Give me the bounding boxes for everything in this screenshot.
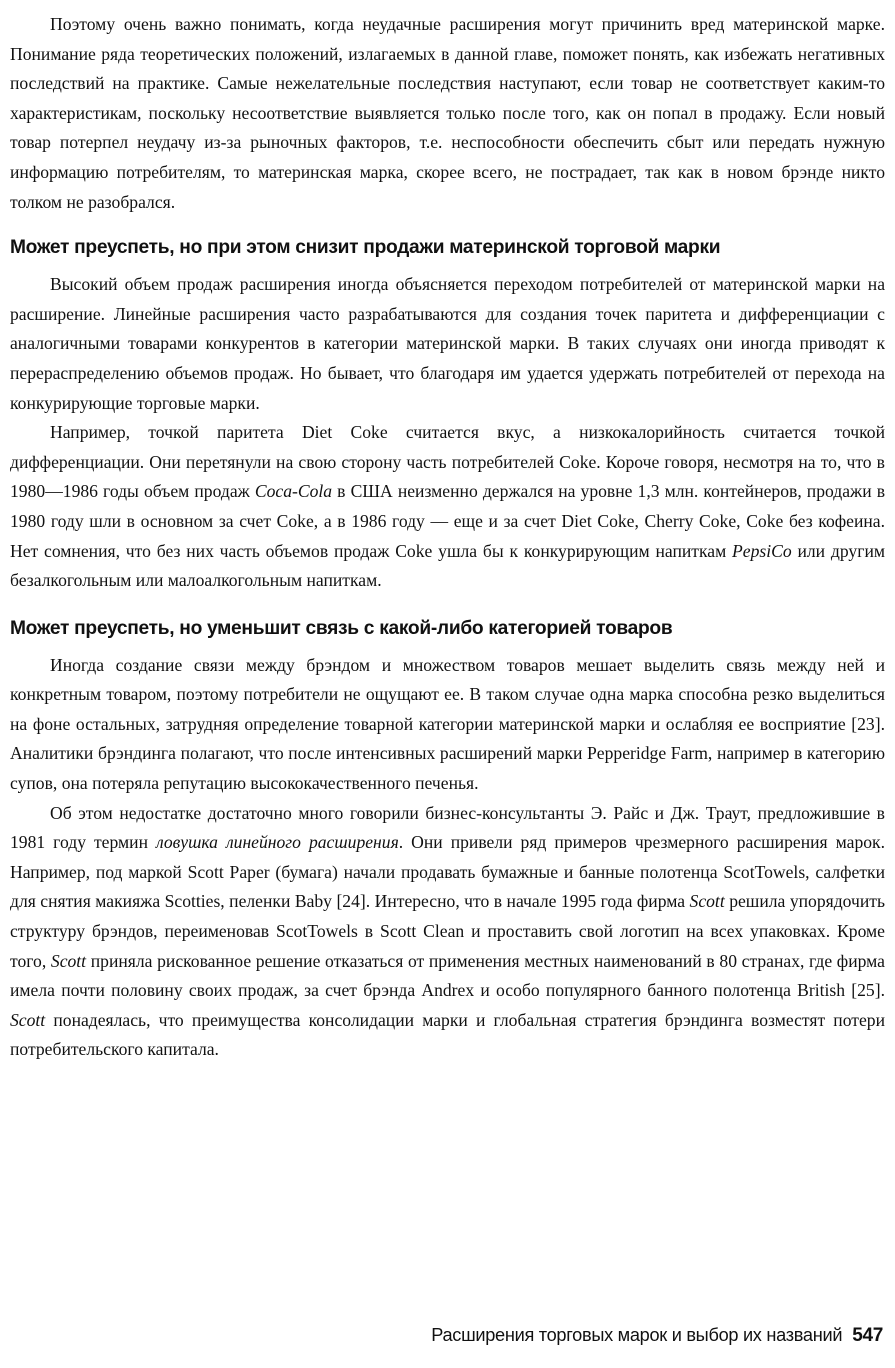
text-run: Например, точкой паритета Diet Coke считается вкус, а низкокалорийность считается точкой дифференциации. Они перетянули на свою сторону часть потребителей Coke. Короче говоря, несмотря на то, что в 1980—1986 годы объем продаж	[10, 422, 885, 502]
page-number: 547	[852, 1325, 883, 1346]
text-run: в США неизменно держался на уровне 1,3 млн. контейнеров, продажи в 1980 году шли в основном за счет Coke, а в 1986 году — еще и за счет Diet Coke, Cherry Coke, Coke без кофеина. Нет сомнения, что без них часть объемов продаж Coke ушла бы к конкурирующим напиткам	[10, 481, 886, 561]
section-heading-sales: Может преуспеть, но при этом снизит продажи материнской торговой марки	[10, 237, 721, 259]
text-run: Об этом недостатке достаточно много говорили бизнес-консультанты Э. Райс и Дж. Траут, предложившие в 1981 году термин	[10, 802, 885, 853]
brand-name-pepsico: PepsiCo	[732, 540, 792, 561]
term-line-extension-trap: ловушка линейного расширения	[155, 832, 399, 853]
paragraph-category-link: Иногда создание связи между брэндом и множеством товаров мешает выделить связь между ней и конкретным товаром, поэтому потребители не ощущают ее. В таком случае одна марка способна резко выделиться на фоне остальных, затрудняя определение товарной категории материнской марки и ослабляя ее восприятие [23]. Аналитики брэндинга полагают, что после интенсивных расширений марки Pepperidge Farm, например в категорию супов, она потеряла репутацию высококачественного печенья.	[10, 654, 885, 794]
brand-name-coca-cola: Coca-Cola	[254, 481, 333, 502]
company-name-scott: Scott	[689, 891, 725, 912]
paragraph-diet-coke	[10, 418, 885, 596]
text-run: решила упорядочить структуру брэндов, переименовав ScotTowels в Scott Clean и проставить свой логотип на всех упаковках. Кроме того,	[10, 891, 885, 971]
paragraph-cannibalization: Высокий объем продаж расширения иногда объясняется переходом потребителей от материнской марки на расширение. Линейные расширения часто разрабатываются для создания точек паритета и дифференциации с аналогичными товарами конкурентов в категории материнской марки. В таких случаях они иногда приводят к перераспределению объемов продаж. Но бывает, что благодаря им удается удержать потребителей от перехода на конкурирующие торговые марки.	[10, 274, 885, 413]
text-run: или другим безалкогольным или малоалкогольным напиткам.	[10, 540, 885, 591]
text-run: . Они привели ряд примеров чрезмерного расширения марок. Например, под маркой Scott Paper (бумага) начали продавать бумажные и банные полотенца ScotTowels, салфетки для снятия макияжа Scotties, пеленки Baby [24]. Интересно, что в начале 1995 года фирма	[10, 832, 885, 912]
section-heading-category: Может преуспеть, но уменьшит связь с какой-либо категорией товаров	[10, 617, 673, 639]
paragraph-intro: Поэтому очень важно понимать, когда неудачные расширения могут причинить вред материнской марке. Понимание ряда теоретических положений, излагаемых в данной главе, поможет понять, как избежать негативных последствий на практике. Самые нежелательные последствия наступают, если товар не соответствует каким-то характеристикам, поскольку несоответствие выявляется только после того, как он попал в продажу. Если новый товар потерпел неудачу из-за рыночных факторов, т.е. неспособности обеспечить сбыт или передать нужную информацию потребителям, то материнская марка, скорее всего, не пострадает, так как в новом брэнде никто толком не разобрался.	[10, 14, 885, 212]
page-footer	[431, 1325, 883, 1347]
text-run: приняла рискованное решение отказаться от применения местных наименований в 80 странах, где фирма имела почти половину своих продаж, за счет брэнда Andrex и особо популярного банного полотенца British [25].	[10, 950, 885, 1001]
text-run: понадеялась, что преимущества консолидации марки и глобальная стратегия брэндинга возместят потери потребительского капитала.	[10, 1009, 885, 1060]
company-name-scott: Scott	[10, 1009, 46, 1030]
paragraph-line-extension-trap	[10, 799, 885, 1065]
running-title: Расширения торговых марок и выбор их названий	[431, 1325, 843, 1345]
company-name-scott: Scott	[50, 950, 87, 971]
